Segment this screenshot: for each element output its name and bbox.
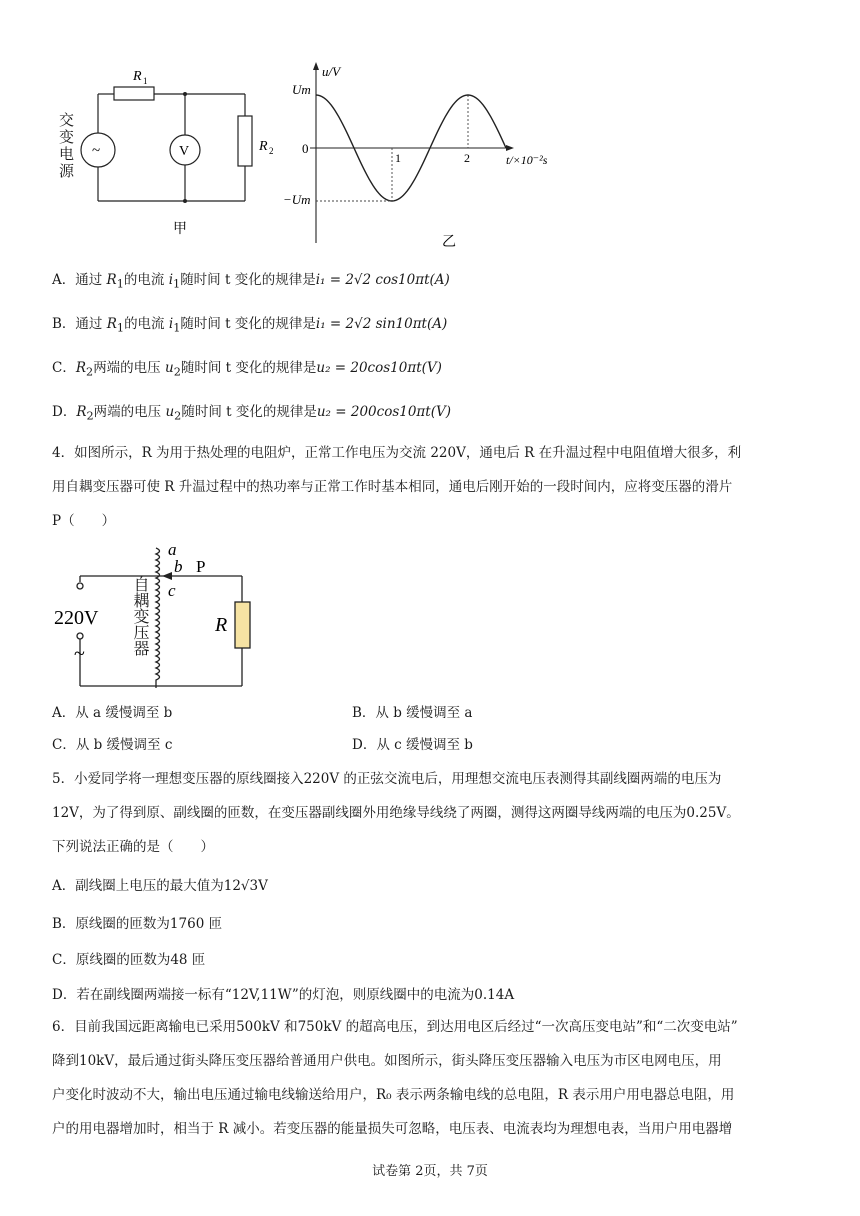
um-pos-label: Um [292, 82, 311, 97]
page-footer: 试卷第 2页，共 7页 [372, 1164, 488, 1179]
x-axis-label: t/×10⁻²s [506, 153, 548, 167]
figure-jia-circuit [55, 60, 280, 240]
r2-label: R [259, 139, 268, 154]
caption-jia: 甲 [173, 222, 187, 237]
y-axis-label: u/V [322, 64, 341, 79]
q4-option-c: C．从 b 缓慢调至 c [52, 737, 173, 753]
resistor-r [235, 602, 250, 648]
q5-option-a: A．副线圈上电压的最大值为12√3V [52, 878, 268, 894]
tick-1-label: 1 [395, 151, 401, 165]
q6-stem: 6．目前我国远距离输电已采用500kV 和750kV 的超高电压，到达用电区后经过“一次高压变电站”和“二次变电站” 降到10kV，最后通过街头降压变压器给普通用户供电。如图所示，街头降压变压器输入电压为市区电网电压，用 户变化时波动不大，输出电压通过输电线输送给用户，R₀ 表示两条输电线的总电阻，R 表示用户用电器总电阻，用 户的用电器增加时，相当于 R 减小。若变压器的能量损失可忽略，电压表、电流表均为理想电表，当用户用电器增 [52, 1019, 738, 1137]
q4-option-a: A．从 a 缓慢调至 b [52, 705, 173, 721]
q3-option-d: D．$R_2$两端的电压 $u_2$随时间 t 变化的规律是u₂ = 200cos10πt(V) [52, 404, 452, 423]
label-p: P [196, 557, 206, 576]
q3-option-a: A．通过 $R_1$的电流 $i_1$随时间 t 变化的规律是i₁ = 2√2 cos10πt(A) [52, 272, 450, 291]
q4-option-b: B．从 b 缓慢调至 a [352, 705, 473, 721]
source-tilde: ~ [92, 143, 101, 159]
tick-2-label: 2 [464, 151, 470, 165]
label-c: c [168, 581, 176, 600]
meter-v-label: V [179, 144, 190, 159]
r1-label: R [133, 69, 142, 84]
coil [156, 548, 160, 688]
origin-label: 0 [302, 141, 309, 156]
q3-option-b: B．通过 $R_1$的电流 $i_1$随时间 t 变化的规律是i₁ = 2√2 sin10πt(A) [52, 316, 448, 335]
q4-stem: 4．如图所示，R 为用于热处理的电阻炉，正常工作电压为交流 220V，通电后 R 在升温过程中电阻值增大很多，利 用自耦变压器可使 R 升温过程中的热功率与正常工作时基本相同，通电后刚开始的一段时间内，应将变压器的滑片 P（ ） [52, 445, 742, 529]
q4-option-d: D．从 c 缓慢调至 b [352, 737, 473, 753]
label-b: b [174, 557, 183, 576]
terminal-bottom [77, 633, 83, 639]
caption-yi: 乙 [442, 235, 456, 250]
label-r: R [215, 614, 228, 636]
ac-tilde: ~ [74, 643, 85, 665]
figure-q4-autotransformer [50, 536, 265, 696]
q3-option-c: C．$R_2$两端的电压 $u_2$随时间 t 变化的规律是u₂ = 20cos10πt(V) [52, 360, 442, 379]
figure-yi-graph [280, 58, 570, 253]
q5-option-c: C．原线圈的匝数为48 匝 [52, 952, 206, 968]
device-label: 自耦变压器 [131, 576, 150, 656]
r1-resistor [114, 87, 154, 100]
q5-option-b: B．原线圈的匝数为1760 匝 [52, 916, 223, 932]
r2-sub: 2 [269, 146, 274, 156]
terminal-top [77, 583, 83, 589]
label-a: a [168, 540, 177, 559]
slider-p [162, 572, 172, 580]
source-label: 交变电源 [57, 112, 75, 180]
r1-sub: 1 [143, 76, 148, 86]
voltage-220v: 220V [54, 607, 99, 629]
q5-option-d: D．若在副线圈两端接一标有“12V,11W”的灯泡，则原线圈中的电流为0.14A [52, 987, 515, 1003]
r2-resistor [238, 116, 252, 166]
q5-stem: 5．小爱同学将一理想变压器的原线圈接入220V 的正弦交流电后，用理想交流电压表测得其副线圈两端的电压为 12V，为了得到原、副线圈的匝数，在变压器副线圈外用绝缘导线绕了两圈，测得这两圈导线两端的电压为0.25V。 下列说法正确的是（ ） [52, 771, 740, 855]
um-neg-label: −Um [283, 192, 311, 207]
